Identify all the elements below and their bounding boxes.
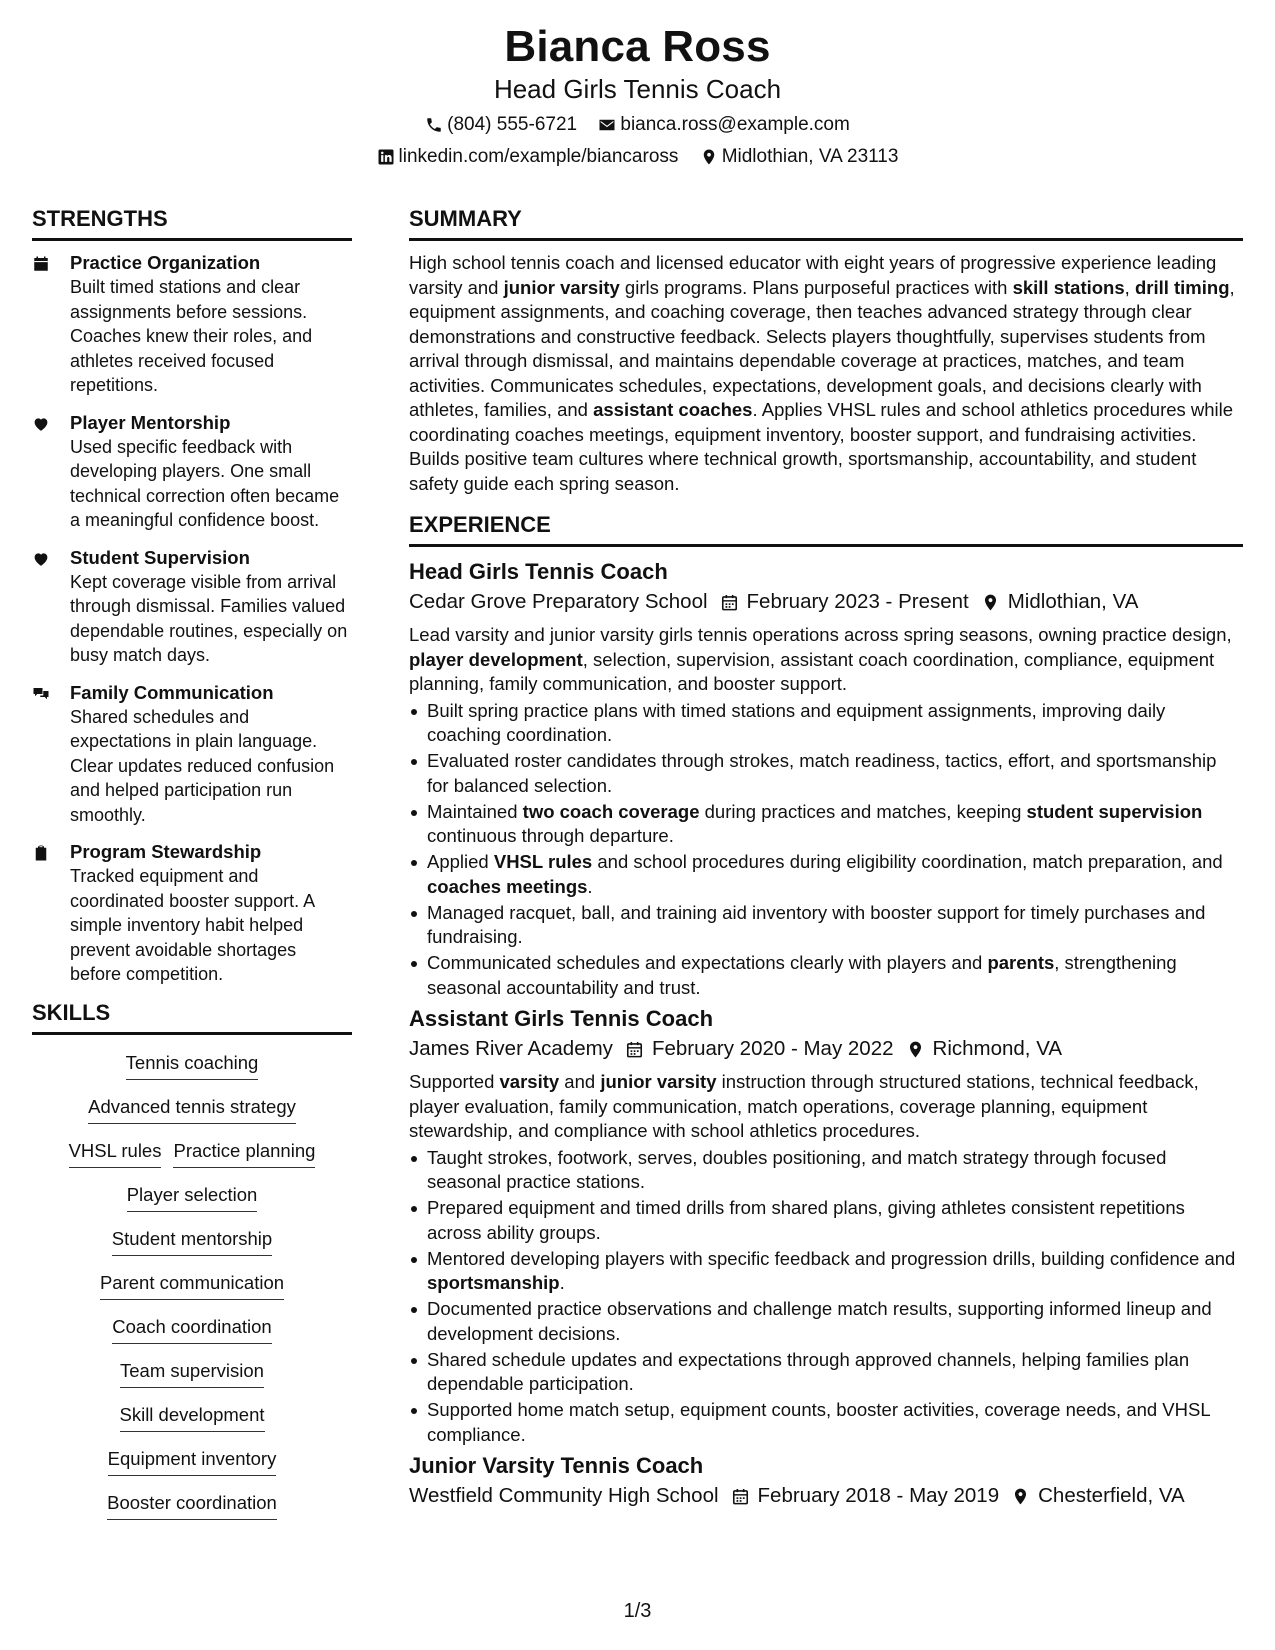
job-bullets xyxy=(409,699,1243,1001)
strength-description: Shared schedules and expectations in plain language. Clear updates reduced confusion and helped participation run smoothly. xyxy=(70,706,335,825)
text-run: instruction through structured stations, technical feedback, player evaluation, family communication, match operations, coverage planning, equipment stewardship, and compliance with school athletics procedures. xyxy=(409,1071,1199,1141)
page-number: 1/3 xyxy=(623,1600,652,1622)
strength-item xyxy=(32,681,352,828)
skill-row xyxy=(32,1359,352,1388)
comments-icon xyxy=(32,685,50,703)
job-location: Chesterfield, VA xyxy=(1038,1484,1185,1507)
calendar-icon xyxy=(731,1487,750,1506)
job-description xyxy=(409,1070,1243,1144)
text-run: Maintained xyxy=(427,800,523,822)
map-pin-icon xyxy=(1011,1487,1030,1506)
strength-icon-wrap xyxy=(32,251,70,398)
skill-row xyxy=(32,1271,352,1300)
text-run: Communicated schedules and expectations clearly with players and xyxy=(427,952,988,973)
strength-description: Tracked equipment and coordinated booster support. A simple inventory habit helped prevent avoidable shortages before competition. xyxy=(70,866,315,984)
skill-tag: Equipment inventory xyxy=(108,1447,277,1476)
calendar-icon xyxy=(32,255,50,273)
skill-row xyxy=(32,1491,352,1520)
strength-icon-wrap xyxy=(32,411,70,533)
strength-icon-wrap xyxy=(32,681,70,828)
bullet-item xyxy=(409,901,1243,950)
skill-tag: Team supervision xyxy=(120,1359,264,1388)
skill-row xyxy=(32,1095,352,1124)
job-location: Richmond, VA xyxy=(932,1037,1063,1060)
jobs-list xyxy=(409,557,1243,1511)
skill-row xyxy=(32,1227,352,1256)
bold-phrase: assistant coaches xyxy=(593,399,753,420)
job-meta xyxy=(409,587,1243,617)
strength-icon-wrap xyxy=(32,546,70,668)
skill-row xyxy=(32,1183,352,1212)
text-run: Evaluated roster candidates through strokes, match readiness, tactics, effort, and sportsmanship for balanced selection. xyxy=(427,750,1217,796)
linkedin-text: linkedin.com/example/biancaross xyxy=(398,146,679,167)
experience-heading: EXPERIENCE xyxy=(409,512,1243,547)
contact-row-primary xyxy=(0,114,1275,140)
strengths-heading: STRENGTHS xyxy=(32,206,352,241)
skill-tag: VHSL rules xyxy=(69,1139,162,1168)
text-run: Managed racquet, ball, and training aid inventory with booster support for timely purchases and fundraising. xyxy=(427,901,1206,947)
bold-phrase: skill stations xyxy=(1012,276,1125,298)
job-title: Assistant Girls Tennis Coach xyxy=(409,1006,714,1031)
skill-tag: Advanced tennis strategy xyxy=(88,1095,296,1124)
strength-item xyxy=(32,251,352,398)
skill-tag: Student mentorship xyxy=(112,1227,272,1256)
text-run: , equipment assignments, and coaching coverage, then teaches advanced strategy through clear demonstrations and constructive feedback. Selects players thoughtfully, supervises students from arrival through dismissal, and maintains dependable coverage at practices, matches, and team activities. Communicates schedules, expectations, development goals, and decisions clearly with athletes, families, and xyxy=(409,276,1235,420)
bold-phrase: junior varsity xyxy=(503,276,620,298)
text-run: , xyxy=(1124,276,1135,298)
skill-row xyxy=(32,1051,352,1080)
text-run: girls programs. Plans purposeful practices with xyxy=(619,276,1013,298)
bullet-item xyxy=(409,800,1243,849)
bullet-item xyxy=(409,749,1243,798)
job-meta xyxy=(409,1034,1243,1064)
skill-tag: Skill development xyxy=(120,1403,265,1432)
strength-body xyxy=(70,251,352,398)
text-run: Supported home match setup, equipment counts, booster activities, coverage needs, and VHSL compliance. xyxy=(427,1399,1210,1445)
job-location-wrap xyxy=(999,1481,1185,1511)
text-run: Supported xyxy=(409,1071,500,1092)
bold-phrase: player development xyxy=(409,648,583,670)
skill-tag: Coach coordination xyxy=(112,1315,271,1344)
contact-row-secondary xyxy=(0,146,1275,172)
skills-heading: SKILLS xyxy=(32,1000,352,1035)
envelope-icon xyxy=(598,116,616,134)
skill-tag: Tennis coaching xyxy=(126,1051,259,1080)
text-run: and xyxy=(559,1071,601,1092)
bold-phrase: coaches meetings xyxy=(427,875,588,897)
text-run: Taught strokes, footwork, serves, doubles positioning, and match strategy through focused seasonal practice stations. xyxy=(427,1146,1167,1192)
bold-phrase: two coach coverage xyxy=(522,800,700,822)
strength-body xyxy=(70,411,352,533)
bullet-item xyxy=(409,850,1243,899)
strength-body xyxy=(70,681,352,828)
left-column xyxy=(32,206,352,1535)
skill-tag: Player selection xyxy=(127,1183,258,1212)
heart-icon xyxy=(32,550,50,568)
text-run: Built spring practice plans with timed stations and equipment assignments, improving daily coaching coordination. xyxy=(427,699,1166,745)
summary-text xyxy=(409,251,1243,496)
candidate-name: Bianca Ross xyxy=(504,22,771,71)
text-run: , strengthening seasonal accountability and trust. xyxy=(427,952,1177,998)
map-pin-icon xyxy=(700,148,718,166)
job-title: Head Girls Tennis Coach xyxy=(409,559,668,584)
calendar-icon xyxy=(625,1040,644,1059)
strength-title: Practice Organization xyxy=(70,252,261,273)
bullet-item xyxy=(409,1398,1243,1447)
text-run: Documented practice observations and challenge match results, supporting informed lineup and development decisions. xyxy=(427,1298,1212,1344)
location-contact xyxy=(700,146,899,168)
strength-item xyxy=(32,840,352,987)
job-meta xyxy=(409,1481,1243,1511)
strength-title: Program Stewardship xyxy=(70,841,262,862)
job-location: Midlothian, VA xyxy=(1007,590,1139,613)
bullet-item xyxy=(409,699,1243,748)
clipboard-icon xyxy=(32,844,50,862)
job-dates-wrap xyxy=(708,587,969,617)
job-organization: Westfield Community High School xyxy=(409,1484,719,1507)
strength-title: Student Supervision xyxy=(70,546,250,568)
location-text: Midlothian, VA 23113 xyxy=(721,146,899,167)
bold-phrase: drill timing xyxy=(1134,276,1230,298)
calendar-icon xyxy=(720,593,739,612)
skills-list xyxy=(32,1045,352,1520)
job-dates: February 2018 - May 2019 xyxy=(757,1484,1000,1507)
email-contact[interactable] xyxy=(598,114,849,136)
text-run: Lead varsity and junior varsity girls tennis operations across spring seasons, owning practice design, xyxy=(409,624,1232,645)
job-organization: Cedar Grove Preparatory School xyxy=(409,590,708,613)
bullet-item xyxy=(409,1297,1243,1346)
skill-row xyxy=(32,1403,352,1432)
skill-tag: Booster coordination xyxy=(107,1491,277,1520)
summary-heading: SUMMARY xyxy=(409,206,1243,241)
linkedin-contact[interactable] xyxy=(377,146,679,168)
bullet-item xyxy=(409,1348,1243,1397)
skill-tag: Practice planning xyxy=(173,1139,315,1168)
bold-phrase: junior varsity xyxy=(600,1071,717,1092)
phone-text: (804) 555-6721 xyxy=(447,114,578,135)
strengths-list xyxy=(32,251,352,987)
text-run: during practices and matches, keeping xyxy=(699,800,1027,822)
email-text: bianca.ross@example.com xyxy=(620,114,850,135)
job-dates-wrap xyxy=(613,1034,894,1064)
job-location-wrap xyxy=(969,587,1139,617)
text-run: Prepared equipment and timed drills from shared plans, giving athletes consistent repetitions across ability groups. xyxy=(427,1197,1185,1243)
bold-phrase: VHSL rules xyxy=(493,851,593,872)
bullet-item xyxy=(409,1247,1243,1296)
bold-phrase: sportsmanship xyxy=(427,1272,560,1293)
job-description xyxy=(409,623,1243,697)
skill-tag: Parent communication xyxy=(100,1271,284,1300)
job-location-wrap xyxy=(894,1034,1063,1064)
bold-phrase: varsity xyxy=(499,1071,560,1092)
strength-icon-wrap xyxy=(32,840,70,987)
skills-section xyxy=(32,1000,352,1520)
job-entry xyxy=(409,557,1243,1000)
map-pin-icon xyxy=(981,593,1000,612)
right-column xyxy=(409,206,1243,1517)
strength-body xyxy=(70,840,352,987)
linkedin-icon xyxy=(377,148,395,166)
text-run: continuous through departure. xyxy=(427,825,674,846)
phone-icon xyxy=(425,116,443,134)
text-run: . xyxy=(587,875,593,897)
strength-item xyxy=(32,546,352,668)
phone-contact xyxy=(425,114,577,136)
strength-description: Used specific feedback with developing players. One small technical correction often became a meaningful confidence boost. xyxy=(70,436,340,530)
heart-icon xyxy=(32,415,50,433)
job-dates-wrap xyxy=(719,1481,1000,1511)
map-pin-icon xyxy=(906,1040,925,1059)
strength-title: Player Mentorship xyxy=(70,411,231,433)
text-run: High school tennis coach and licensed educator with eight years of progressive experience leading varsity and xyxy=(409,252,1217,298)
candidate-role: Head Girls Tennis Coach xyxy=(493,74,782,104)
text-run: Mentored developing players with specific feedback and progression drills, building confidence and xyxy=(427,1247,1236,1269)
job-entry xyxy=(409,1451,1243,1511)
bold-phrase: parents xyxy=(987,952,1055,973)
strength-title: Family Communication xyxy=(70,681,274,703)
skill-row xyxy=(32,1447,352,1476)
strength-body xyxy=(70,546,352,668)
bullet-item xyxy=(409,951,1243,1000)
text-run: . Applies VHSL rules and school athletics procedures while coordinating coaches meetings, equipment inventory, booster support, and fundraising activities. Builds positive team cultures where technical growth, sportsmanship, accountability, and student safety guide each spring season. xyxy=(409,399,1234,494)
strength-item xyxy=(32,411,352,533)
job-organization: James River Academy xyxy=(409,1037,613,1060)
text-run: Shared schedule updates and expectations through approved channels, helping families plan dependable participation. xyxy=(427,1348,1190,1394)
job-title: Junior Varsity Tennis Coach xyxy=(409,1453,704,1478)
skill-row xyxy=(32,1315,352,1344)
bullet-item xyxy=(409,1146,1243,1195)
job-dates: February 2020 - May 2022 xyxy=(651,1037,894,1060)
skill-row xyxy=(32,1139,352,1168)
job-bullets xyxy=(409,1146,1243,1448)
strength-description: Kept coverage visible from arrival through dismissal. Families valued dependable routines, especially on busy match days. xyxy=(70,571,348,665)
bold-phrase: student supervision xyxy=(1026,800,1203,822)
strength-description: Built timed stations and clear assignments before sessions. Coaches knew their roles, and athletes received focused repetitions. xyxy=(70,277,313,395)
job-dates: February 2023 - Present xyxy=(746,590,969,613)
text-run: . xyxy=(559,1272,565,1293)
text-run: Applied xyxy=(427,851,494,872)
bullet-item xyxy=(409,1196,1243,1245)
text-run: and school procedures during eligibility coordination, match preparation, and xyxy=(592,851,1223,872)
job-entry xyxy=(409,1004,1243,1447)
text-run: , selection, supervision, assistant coach coordination, compliance, equipment planning, family communication, and booster support. xyxy=(409,648,1215,694)
